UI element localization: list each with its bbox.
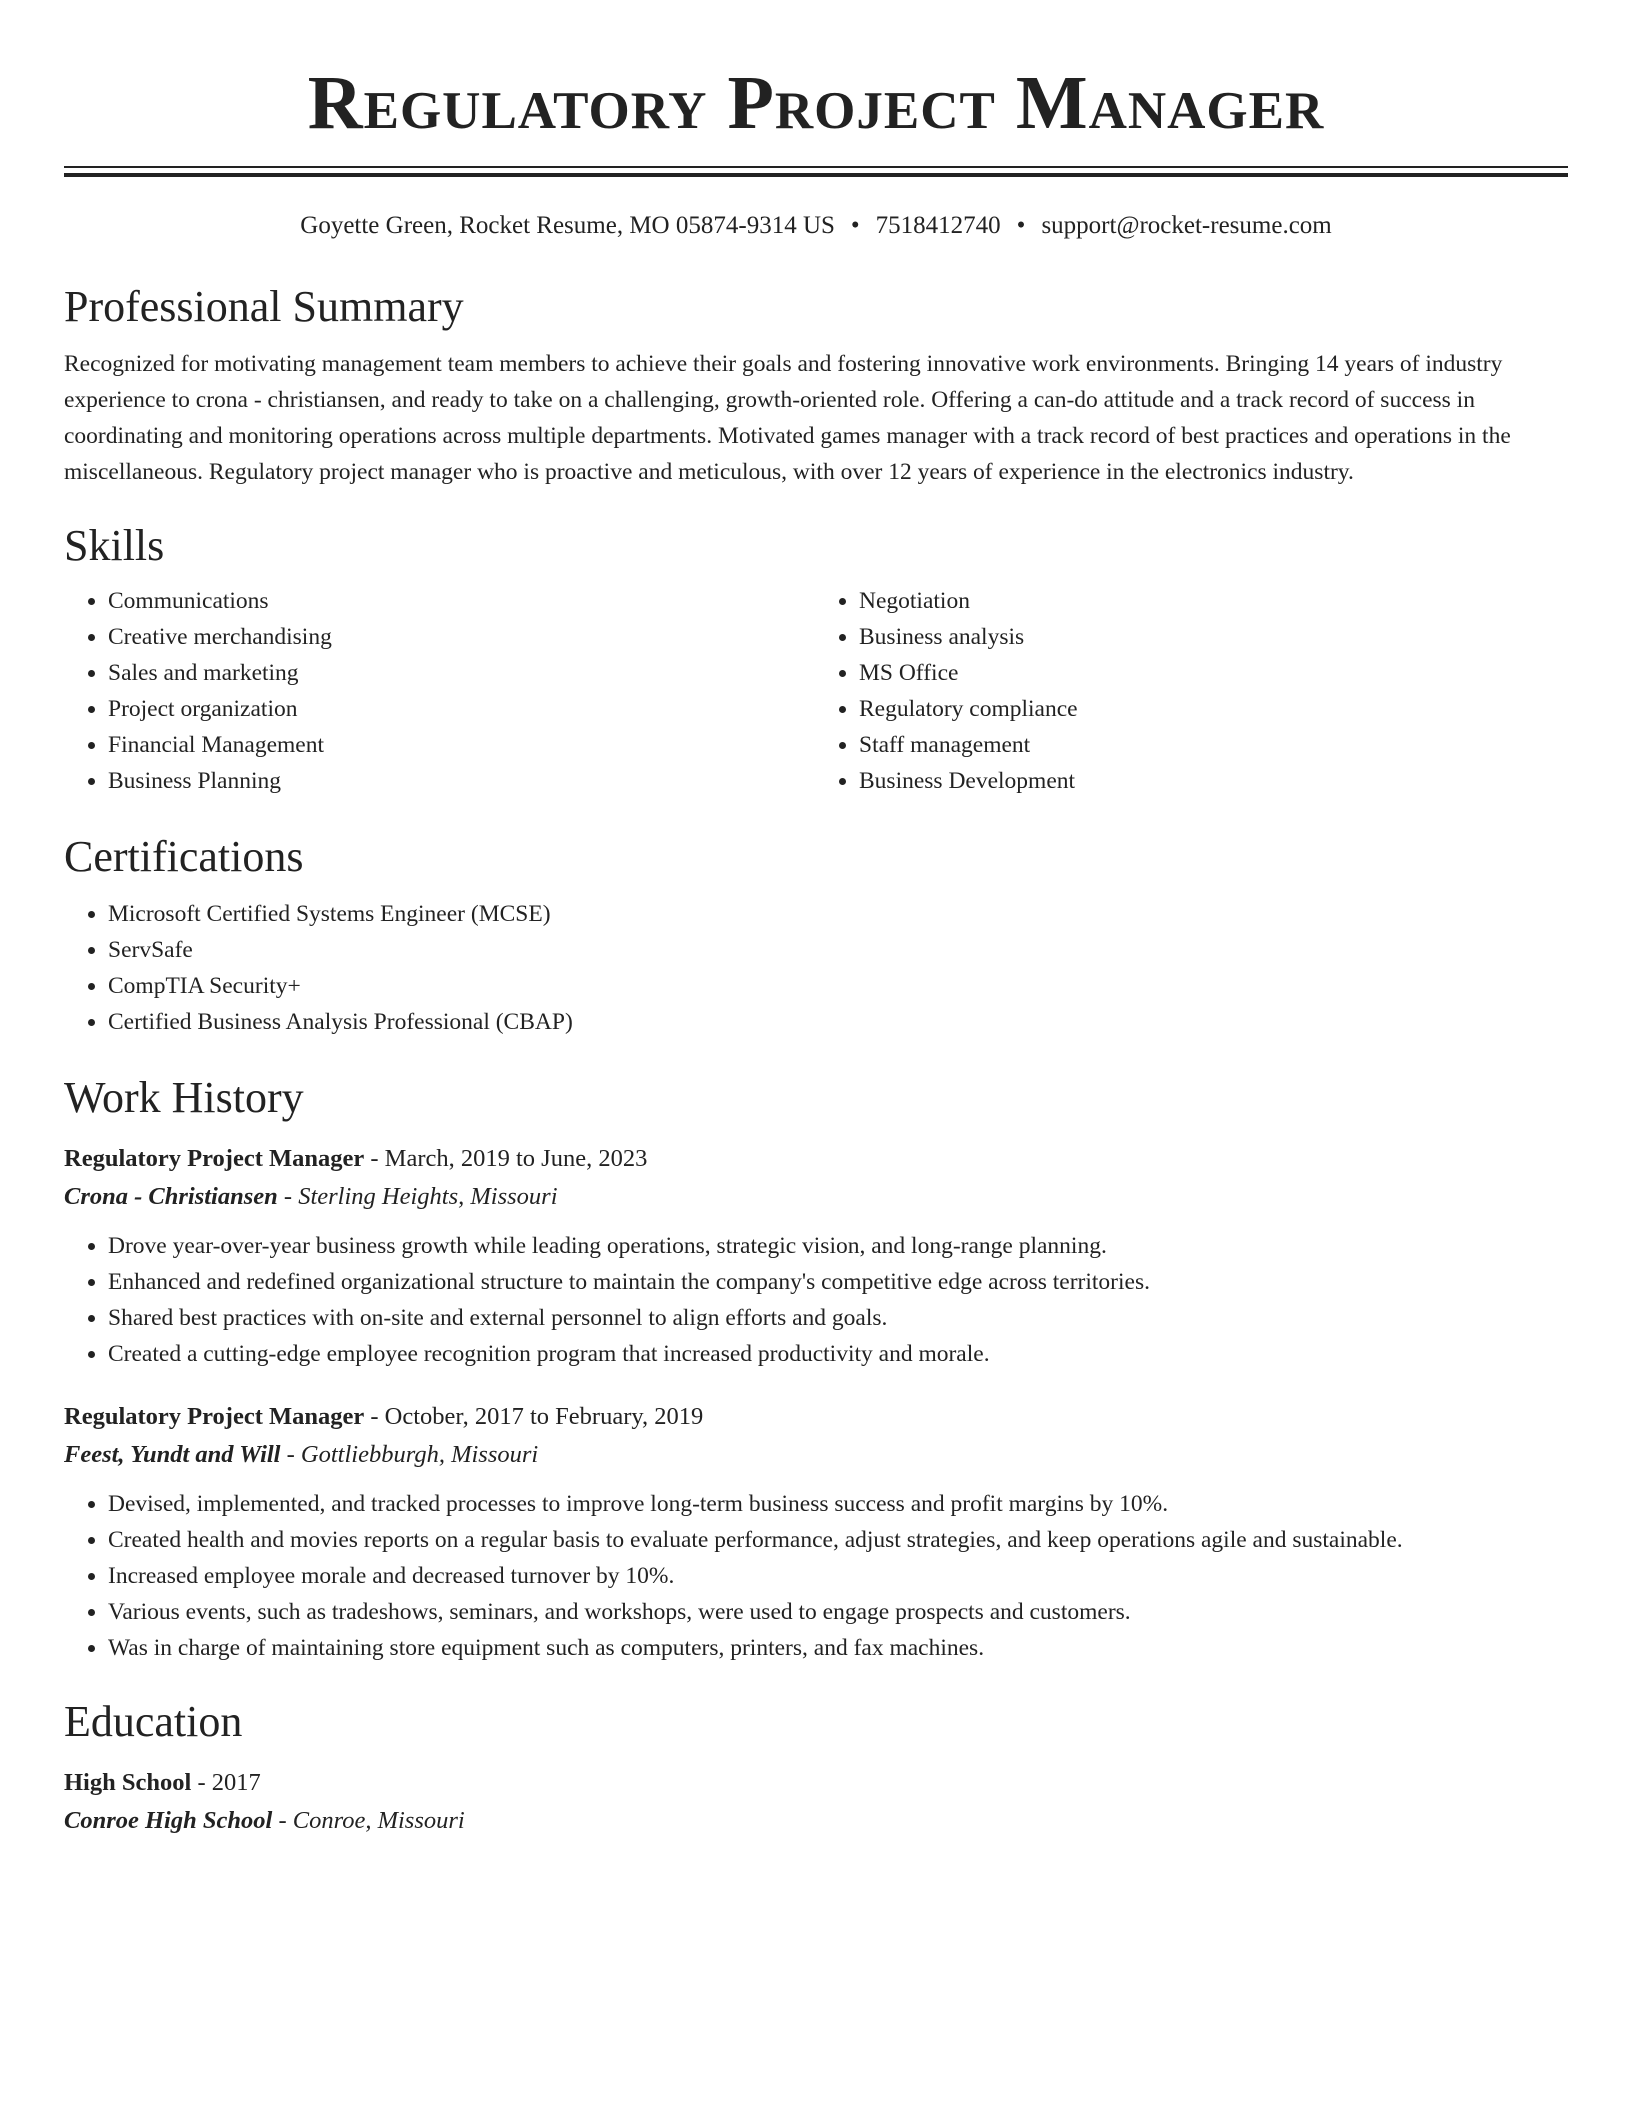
job-role: Regulatory Project Manager <box>64 1403 365 1430</box>
job-entry <box>64 1140 1568 1372</box>
job-dates: March, 2019 to June, 2023 <box>384 1145 648 1172</box>
contact-phone: 7518412740 <box>875 212 1001 239</box>
job-bullet: • Increased employee morale and decreased turnover by 10%. <box>108 1558 1568 1594</box>
job-bullet: • Devised, implemented, and tracked processes to improve long-term business success and profit margins by 10%. <box>108 1486 1568 1522</box>
skills-list-left <box>64 583 817 799</box>
contact-email: support@rocket-resume.com <box>1041 212 1332 239</box>
skill-item: • Communications <box>108 583 817 619</box>
job-company-line: Crona - Christiansen - Sterling Heights, Missouri <box>64 1183 558 1210</box>
skill-item: • Business analysis <box>859 619 1568 655</box>
skill-item: • Negotiation <box>859 583 1568 619</box>
certification-item: • Microsoft Certified Systems Engineer (MCSE) <box>108 896 1568 932</box>
skill-item: • Sales and marketing <box>108 655 817 691</box>
job-bullet: • Created health and movies reports on a regular basis to evaluate performance, adjust strategies, and keep operations agile and sustainable. <box>108 1522 1568 1558</box>
job-location: Sterling Heights, Missouri <box>298 1183 558 1210</box>
job-bullets <box>64 1486 1568 1666</box>
contact-separator: • <box>1016 212 1026 239</box>
certifications-heading: Certifications <box>64 832 304 881</box>
certification-item: • ServSafe <box>108 932 1568 968</box>
skill-item: • Business Planning <box>108 763 817 799</box>
job-bullets <box>64 1228 1568 1372</box>
title-divider <box>64 166 1568 177</box>
education-school-line: Conroe High School - Conroe, Missouri <box>64 1807 465 1834</box>
job-bullet: • Enhanced and redefined organizational structure to maintain the company's competitive edge across territories. <box>108 1264 1568 1300</box>
resume-title: Regulatory Project Manager <box>307 61 1325 145</box>
summary-heading: Professional Summary <box>64 282 464 331</box>
certifications-list <box>64 896 1568 1040</box>
education-heading: Education <box>64 1697 243 1746</box>
education-degree-line: High School - 2017 <box>64 1769 261 1796</box>
job-dates: October, 2017 to February, 2019 <box>384 1403 704 1430</box>
contact-address: Goyette Green, Rocket Resume, MO 05874-9314 US <box>300 212 835 239</box>
certification-item: • Certified Business Analysis Professional (CBAP) <box>108 1004 1568 1040</box>
job-company: Crona - Christiansen <box>64 1183 278 1210</box>
job-bullet: • Drove year-over-year business growth while leading operations, strategic vision, and long-range planning. <box>108 1228 1568 1264</box>
certification-item: • CompTIA Security+ <box>108 968 1568 1004</box>
education-degree: High School <box>64 1769 192 1796</box>
job-bullet: • Shared best practices with on-site and external personnel to align efforts and goals. <box>108 1300 1568 1336</box>
job-title-line: Regulatory Project Manager - March, 2019 to June, 2023 <box>64 1145 648 1172</box>
education-year: 2017 <box>211 1769 261 1796</box>
skill-item: • Regulatory compliance <box>859 691 1568 727</box>
job-entry <box>64 1398 1568 1666</box>
skills-columns <box>64 583 1568 799</box>
job-company: Feest, Yundt and Will <box>64 1441 281 1468</box>
job-bullet: • Various events, such as tradeshows, seminars, and workshops, were used to engage prospects and customers. <box>108 1594 1568 1630</box>
skill-item: • Creative merchandising <box>108 619 817 655</box>
contact-separator: • <box>850 212 860 239</box>
job-title-line: Regulatory Project Manager - October, 2017 to February, 2019 <box>64 1403 704 1430</box>
summary-text: Recognized for motivating management team members to achieve their goals and fostering innovative work environments. Bringing 14 years of industry experience to crona - christiansen, and ready to take on a challenging, growth-oriented role. Offering a can-do attitude and a track record of success in coordinating and monitoring operations across multiple departments. Motivated games manager with a track record of best practices and operations in the miscellaneous. Regulatory project manager who is proactive and meticulous, with over 12 years of experience in the electronics industry. <box>64 351 1511 485</box>
skills-heading: Skills <box>64 521 165 570</box>
contact-line <box>64 211 1568 241</box>
education-location: Conroe, Missouri <box>292 1807 465 1834</box>
job-bullet: • Created a cutting-edge employee recognition program that increased productivity and morale. <box>108 1336 1568 1372</box>
skill-item: • Project organization <box>108 691 817 727</box>
skill-item: • MS Office <box>859 655 1568 691</box>
skill-item: • Business Development <box>859 763 1568 799</box>
work-history-heading: Work History <box>64 1073 304 1122</box>
job-company-line: Feest, Yundt and Will - Gottliebburgh, Missouri <box>64 1441 539 1468</box>
job-location: Gottliebburgh, Missouri <box>300 1441 539 1468</box>
job-role: Regulatory Project Manager <box>64 1145 365 1172</box>
education-school: Conroe High School <box>64 1807 273 1834</box>
skill-item: • Financial Management <box>108 727 817 763</box>
job-bullet: • Was in charge of maintaining store equipment such as computers, printers, and fax machines. <box>108 1630 1568 1666</box>
skills-list-right <box>815 583 1568 799</box>
skill-item: • Staff management <box>859 727 1568 763</box>
